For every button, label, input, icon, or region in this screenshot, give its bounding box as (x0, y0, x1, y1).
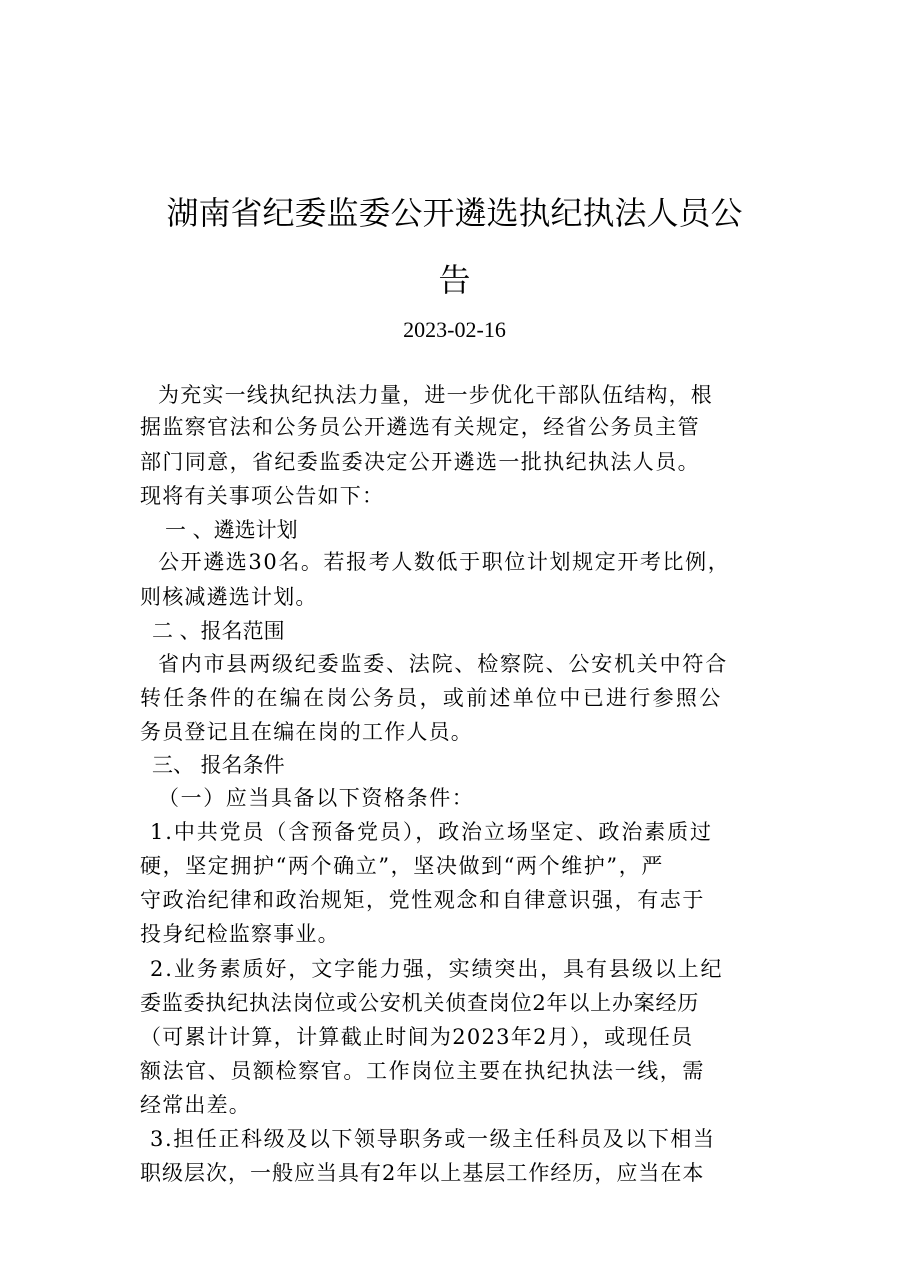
paragraph-line: 1.中共党员（含预备党员），政治立场坚定、政治素质过 (150, 820, 713, 844)
intro-line: 部门同意，省纪委监委决定公开遴选一批执纪执法人员。 (140, 450, 700, 474)
section-heading: 三、 报名条件 (152, 753, 285, 777)
subsection-heading: （一）应当具备以下资格条件： (158, 786, 475, 810)
paragraph-line: 省内市县两级纪委监委、法院、检察院、公安机关中符合 (158, 652, 728, 676)
paragraph-line: 经常出差。 (140, 1093, 251, 1117)
intro-line: 现将有关事项公告如下： (140, 484, 385, 508)
publish-date: 2023-02-16 (403, 317, 506, 342)
paragraph-line: （可累计计算，计算截止时间为2023年2月），或现任员 (140, 1025, 694, 1049)
paragraph-line: 硬，坚定拥护“两个确立”，坚决做到“两个维护”，严 (140, 854, 664, 878)
paragraph-line: 投身纪检监察事业。 (140, 922, 340, 946)
section-heading: 二 、报名范围 (152, 619, 285, 643)
paragraph-line: 转任条件的在编在岗公务员，或前述单位中已进行参照公 (140, 686, 723, 710)
intro-line: 据监察官法和公务员公开遴选有关规定，经省公务员主管 (140, 415, 700, 439)
section-heading: 一 、遴选计划 (165, 518, 298, 542)
document-title-line2: 告 (438, 261, 471, 299)
paragraph-line: 公开遴选30名。若报考人数低于职位计划规定开考比例， (158, 550, 731, 574)
paragraph-line: 职级层次，一般应当具有2年以上基层工作经历，应当在本 (140, 1161, 705, 1185)
intro-line: 为充实一线执纪执法力量，进一步优化干部队伍结构，根 (158, 383, 713, 407)
document-title-line1: 湖南省纪委监委公开遴选执纪执法人员公 (166, 194, 743, 232)
paragraph-line: 则核减遴选计划。 (140, 585, 318, 609)
paragraph-line: 额法官、员额检察官。工作岗位主要在执纪执法一线，需 (140, 1059, 705, 1083)
paragraph-line: 2.业务素质好，文字能力强，实绩突出，具有县级以上纪 (150, 957, 724, 981)
paragraph-line: 3.担任正科级及以下领导职务或一级主任科员及以下相当 (150, 1127, 716, 1151)
paragraph-line: 守政治纪律和政治规矩，党性观念和自律意识强，有志于 (140, 888, 705, 912)
paragraph-line: 务员登记且在编在岗的工作人员。 (140, 720, 473, 744)
paragraph-line: 委监委执纪执法岗位或公安机关侦查岗位2年以上办案经历 (140, 991, 700, 1015)
